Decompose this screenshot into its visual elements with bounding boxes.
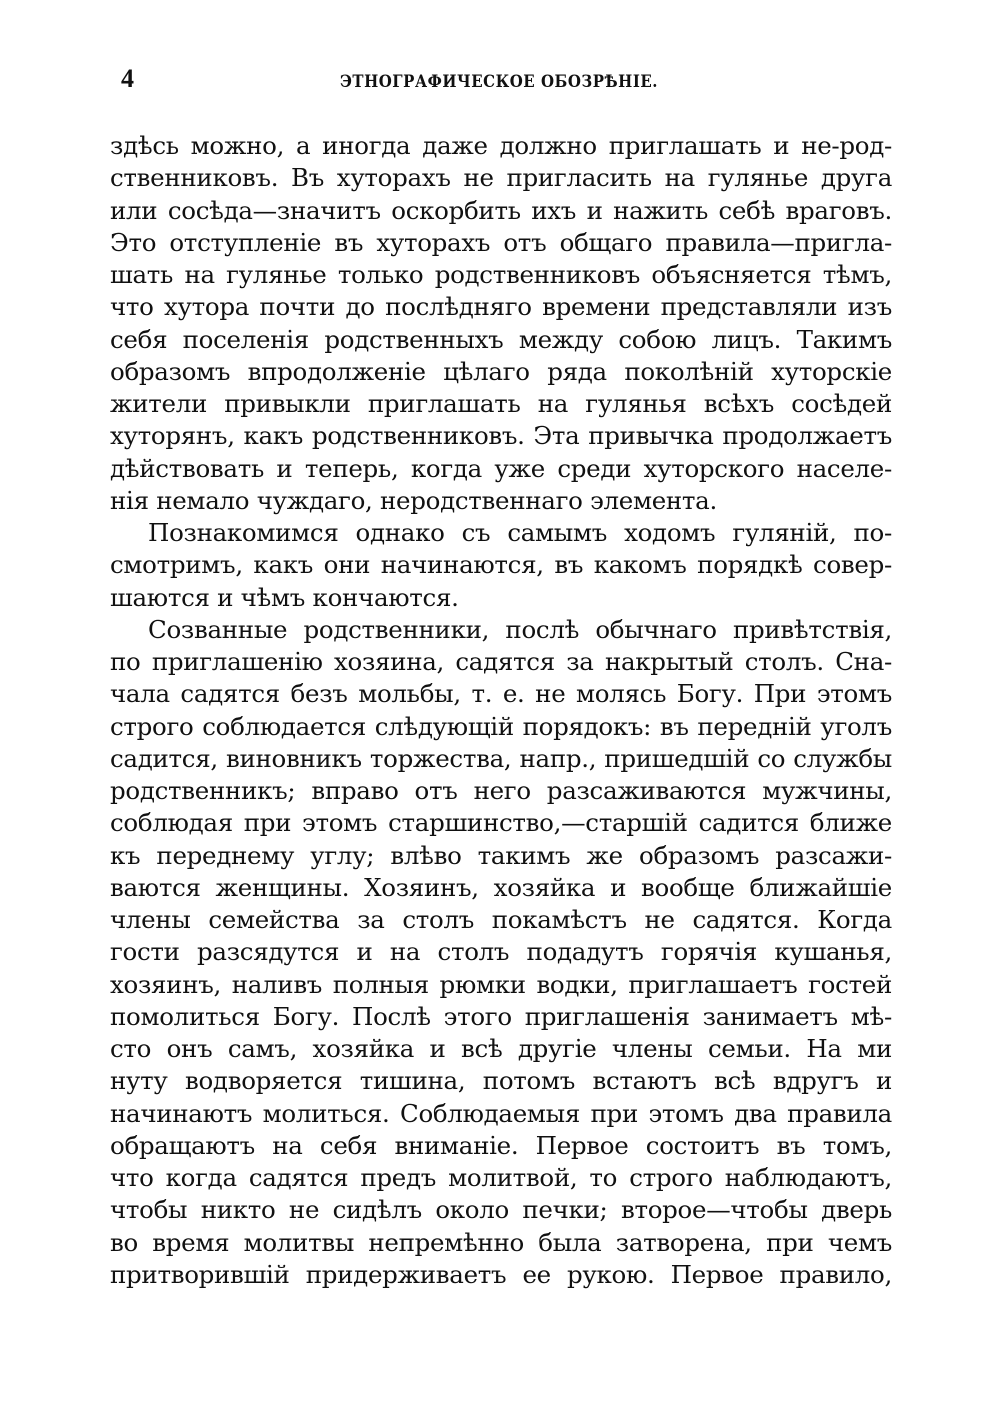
running-head: ЭТНОГРАФИЧЕСКОЕ ОБОЗРѢНІЕ.: [340, 72, 659, 92]
text-line: [110, 453, 892, 485]
text-line-content: сто онъ самъ, хозяйка и всѣ другіе члены семьи. На ми: [110, 1034, 892, 1063]
text-line: [110, 678, 892, 710]
text-line-content: къ переднему углу; влѣво такимъ же образомъ разсажи-: [110, 840, 892, 870]
text-line-content: образомъ впродолженіе цѣлаго ряда поколѣній хуторскіе: [110, 356, 892, 386]
text-line: [110, 356, 892, 388]
text-line: [110, 743, 892, 775]
text-line-content: родственникъ; вправо отъ него разсаживаются мужчины,: [110, 776, 892, 805]
text-line-content: чала садятся безъ мольбы, т. е. не молясь Богу. При этомъ: [110, 679, 892, 709]
text-line-content: шать на гулянье только родственниковъ объясняется тѣмъ,: [110, 260, 892, 289]
text-line: [110, 582, 892, 614]
text-line-content: по приглашенію хозяина, садятся за накрытый столъ. Сна-: [110, 647, 892, 676]
text-line-content: шаются и чѣмъ кончаются.: [110, 582, 459, 612]
text-line-content: жители привыкли приглашать на гулянья всѣхъ сосѣдей: [110, 389, 892, 418]
text-line-content: начинаютъ молиться. Соблюдаемыя при этомъ два правила: [110, 1098, 892, 1128]
text-line: [110, 485, 892, 517]
text-line: [110, 1065, 892, 1097]
text-line-content: или сосѣда—значитъ оскорбить ихъ и нажить себѣ враговъ.: [110, 195, 892, 225]
text-line: [110, 162, 892, 194]
text-line-content: нія немало чуждаго, неродственнаго элемента.: [110, 485, 717, 515]
text-line-content: что когда садятся предъ молитвой, то строго наблюдаютъ,: [110, 1163, 892, 1192]
text-line: [110, 1162, 892, 1194]
text-line-content: во время молитвы непремѣнно была затворена, при чемъ: [110, 1227, 892, 1257]
text-line: [110, 420, 892, 452]
text-line-content: смотримъ, какъ они начинаются, въ какомъ порядкѣ совер-: [110, 550, 892, 580]
text-line-content: садится, виновникъ торжества, напр., пришедшій со службы: [110, 743, 892, 773]
text-line-content: строго соблюдается слѣдующій порядокъ: въ передній уголъ: [110, 711, 892, 741]
text-line-content: Созванные родственники, послѣ обычнаго привѣтствія,: [148, 614, 892, 644]
text-line-content: притворившій придерживаетъ ее рукою. Первое правило,: [110, 1259, 892, 1289]
text-line-content: чтобы никто не сидѣлъ около печки; второе—чтобы дверь: [110, 1195, 892, 1225]
text-line-content: гости разсядутся и на столъ подадутъ горячія кушанья,: [110, 937, 892, 967]
text-line: [110, 840, 892, 872]
text-line: [110, 904, 892, 936]
text-line: [110, 775, 892, 807]
text-line-content: хуторянъ, какъ родственниковъ. Эта привычка продолжаетъ: [110, 421, 892, 451]
text-line-content: помолиться Богу. Послѣ этого приглашенія занимаетъ мѣ-: [110, 1001, 892, 1031]
text-line-content: члены семейства за столъ покамѣстъ не садятся. Когда: [110, 905, 892, 934]
text-line: [110, 517, 892, 549]
text-line-content: что хутора почти до послѣдняго времени представляли изъ: [110, 292, 892, 322]
text-line: [110, 969, 892, 1001]
text-line-content: Познакомимся однако съ самымъ ходомъ гуляній, по-: [148, 518, 892, 547]
text-line-content: хозяинъ, наливъ полныя рюмки водки, приглашаетъ гостей: [110, 969, 892, 999]
text-line: [110, 807, 892, 839]
text-line: [110, 195, 892, 227]
text-line: [110, 711, 892, 743]
body-text: [110, 130, 892, 1291]
page-number: 4: [121, 64, 134, 93]
text-line: [110, 388, 892, 420]
text-line: [110, 646, 892, 678]
text-line: [110, 1259, 892, 1291]
text-line: [110, 1098, 892, 1130]
text-line: [110, 259, 892, 291]
text-line: [110, 614, 892, 646]
text-line: [110, 227, 892, 259]
text-line: [110, 1227, 892, 1259]
text-line-content: обращаютъ на себя вниманіе. Первое состоитъ въ томъ,: [110, 1130, 892, 1160]
text-line: [110, 130, 892, 162]
text-line: [110, 291, 892, 323]
text-line-content: соблюдая при этомъ старшинство,—старшій садится ближе: [110, 808, 892, 838]
text-line-content: здѣсь можно, а иногда даже должно приглашать и не-род-: [110, 131, 892, 160]
text-line-content: Это отступленіе въ хуторахъ отъ общаго правила—пригла-: [110, 227, 892, 257]
text-line: [110, 936, 892, 968]
text-line-content: себя поселенія родственныхъ между собою лицъ. Такимъ: [110, 324, 892, 354]
text-line: [110, 324, 892, 356]
text-line-content: нуту водворяется тишина, потомъ встаютъ всѣ вдругъ и: [110, 1066, 892, 1096]
text-line-content: дѣйствовать и теперь, когда уже среди хуторского населе-: [110, 453, 892, 483]
text-line: [110, 872, 892, 904]
text-line-content: ственниковъ. Въ хуторахъ не пригласить на гулянье друга: [110, 163, 892, 193]
text-line: [110, 549, 892, 581]
text-line-content: ваются женщины. Хозяинъ, хозяйка и вообще ближайшіе: [110, 872, 892, 902]
text-line: [110, 1194, 892, 1226]
text-line: [110, 1033, 892, 1065]
text-line: [110, 1001, 892, 1033]
text-line: [110, 1130, 892, 1162]
